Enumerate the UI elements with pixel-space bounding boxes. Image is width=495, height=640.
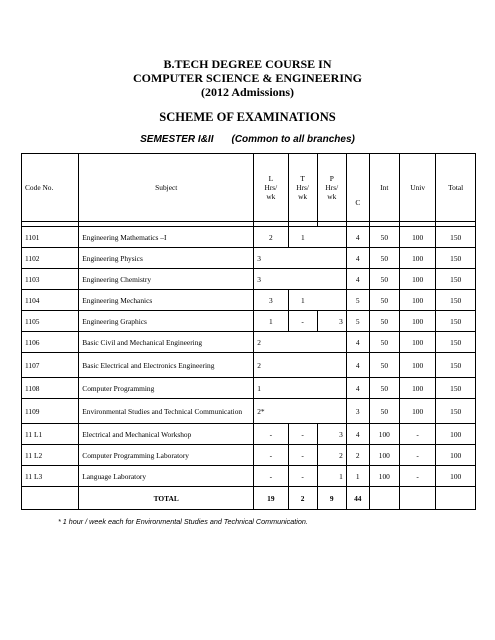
header-p-2: Hrs/ [325,183,339,192]
row-total: 150 [436,290,476,311]
row-practical [317,332,346,353]
row-code: 11 L3 [22,466,79,487]
row-lecture: 3 [254,269,288,290]
total-university [399,487,435,510]
header-practical [317,154,346,222]
row-credits: 4 [346,424,369,445]
header-l-2: Hrs/ [264,183,278,192]
header-subject: Subject [79,154,254,222]
header-university: Univ [399,154,435,222]
row-code: 11 L2 [22,445,79,466]
row-internal: 100 [369,445,399,466]
row-subject: Engineering Chemistry [79,269,254,290]
scheme-title: SCHEME OF EXAMINATIONS [159,110,336,124]
semester-label: SEMESTER I&II [140,134,214,145]
total-practical: 9 [317,487,346,510]
row-total: 150 [436,227,476,248]
table-row [22,332,476,353]
row-code: 1105 [22,311,79,332]
header-l-1: L [268,174,274,183]
row-university: 100 [399,399,435,424]
header-p-3: wk [327,192,337,201]
header-t-2: Hrs/ [296,183,309,192]
row-subject: Engineering Mathematics –I [79,227,254,248]
row-credits: 4 [346,378,369,399]
row-tutorial: - [288,311,317,332]
row-code: 1103 [22,269,79,290]
row-university: 100 [399,248,435,269]
row-practical [317,353,346,378]
row-internal: 50 [369,332,399,353]
row-internal: 50 [369,399,399,424]
row-subject: Computer Programming [79,378,254,399]
row-code: 1109 [22,399,79,424]
footnote: * 1 hour / week each for Environmental Studies and Technical Communication. [58,517,308,526]
row-lecture: 2 [254,227,288,248]
total-tutorial: 2 [288,487,317,510]
row-university: - [399,424,435,445]
row-practical: 3 [317,424,346,445]
row-university: 100 [399,353,435,378]
row-lecture: - [254,445,288,466]
row-total: 100 [436,424,476,445]
header-tutorial [288,154,317,222]
course-heading [0,57,495,99]
header-t-3: wk [298,192,308,201]
row-credits: 5 [346,311,369,332]
table-row [22,248,476,269]
row-total: 150 [436,378,476,399]
row-credits: 4 [346,332,369,353]
row-tutorial: 1 [288,227,317,248]
row-code: 1102 [22,248,79,269]
heading-line-1: B.TECH DEGREE COURSE IN [163,57,332,71]
row-university: 100 [399,269,435,290]
row-total: 150 [436,269,476,290]
row-credits: 1 [346,466,369,487]
row-credits: 3 [346,399,369,424]
row-subject: Computer Programming Laboratory [79,445,254,466]
exam-scheme-table [21,153,476,510]
row-total: 150 [436,353,476,378]
header-lecture [254,154,288,222]
row-subject: Language Laboratory [79,466,254,487]
header-code: Code No. [22,154,79,222]
row-practical [317,399,346,424]
row-total: 100 [436,445,476,466]
total-code [22,487,79,510]
row-internal: 50 [369,290,399,311]
table-row [22,227,476,248]
row-subject: Electrical and Mechanical Workshop [79,424,254,445]
row-lecture: 1 [254,378,288,399]
row-credits: 4 [346,353,369,378]
row-subject: Basic Electrical and Electronics Engineering [79,353,254,378]
row-internal: 50 [369,378,399,399]
row-total: 150 [436,311,476,332]
row-code: 1106 [22,332,79,353]
heading-line-2: COMPUTER SCIENCE & ENGINEERING [132,71,363,85]
row-internal: 50 [369,353,399,378]
row-practical [317,378,346,399]
row-subject: Engineering Graphics [79,311,254,332]
row-subject: Environmental Studies and Technical Communication [79,399,254,424]
table-row [22,399,476,424]
row-tutorial: - [288,466,317,487]
row-credits: 5 [346,290,369,311]
row-practical [317,269,346,290]
row-code: 1104 [22,290,79,311]
row-internal: 100 [369,466,399,487]
total-row [22,487,476,510]
table-row [22,378,476,399]
row-university: 100 [399,378,435,399]
row-internal: 50 [369,269,399,290]
header-p-1: P [329,174,334,183]
row-internal: 50 [369,248,399,269]
total-credits: 44 [346,487,369,510]
header-internal: Int [369,154,399,222]
row-tutorial: 1 [288,290,317,311]
row-lecture: - [254,466,288,487]
row-total: 150 [436,332,476,353]
row-total: 150 [436,248,476,269]
table-row [22,269,476,290]
table-row [22,311,476,332]
row-internal: 50 [369,227,399,248]
header-total: Total [436,154,476,222]
row-tutorial [288,353,317,378]
table-row [22,290,476,311]
row-practical: 2 [317,445,346,466]
row-tutorial: - [288,445,317,466]
row-credits: 4 [346,227,369,248]
row-university: - [399,445,435,466]
header-t-1: T [300,174,305,183]
table-row [22,353,476,378]
row-university: 100 [399,227,435,248]
total-total [436,487,476,510]
row-code: 1101 [22,227,79,248]
row-tutorial [288,248,317,269]
row-code: 11 L1 [22,424,79,445]
row-credits: 4 [346,269,369,290]
row-lecture: 2* [254,399,288,424]
row-university: 100 [399,332,435,353]
row-lecture: 3 [254,248,288,269]
row-lecture: 1 [254,311,288,332]
row-internal: 100 [369,424,399,445]
heading-line-3: (2012 Admissions) [200,85,295,99]
semester-line [0,134,495,145]
table-row [22,466,476,487]
row-lecture: 2 [254,353,288,378]
row-lecture: 2 [254,332,288,353]
row-practical [317,248,346,269]
row-tutorial [288,269,317,290]
row-total: 150 [436,399,476,424]
row-code: 1108 [22,378,79,399]
row-internal: 50 [369,311,399,332]
row-practical [317,290,346,311]
total-lecture: 19 [254,487,288,510]
table-row [22,424,476,445]
row-practical: 1 [317,466,346,487]
row-tutorial [288,378,317,399]
common-label: (Common to all branches) [231,134,355,145]
row-code: 1107 [22,353,79,378]
row-subject: Basic Civil and Mechanical Engineering [79,332,254,353]
total-label: TOTAL [79,487,254,510]
total-internal [369,487,399,510]
row-university: - [399,466,435,487]
row-credits: 2 [346,445,369,466]
row-university: 100 [399,311,435,332]
header-row [22,154,476,222]
row-practical [317,227,346,248]
row-tutorial [288,332,317,353]
row-tutorial [288,399,317,424]
row-lecture: 3 [254,290,288,311]
row-tutorial: - [288,424,317,445]
row-university: 100 [399,290,435,311]
header-l-3: wk [266,192,276,201]
row-subject: Engineering Physics [79,248,254,269]
row-total: 100 [436,466,476,487]
header-credits: C [346,154,369,222]
row-subject: Engineering Mechanics [79,290,254,311]
row-lecture: - [254,424,288,445]
row-credits: 4 [346,248,369,269]
table-row [22,445,476,466]
row-practical: 3 [317,311,346,332]
